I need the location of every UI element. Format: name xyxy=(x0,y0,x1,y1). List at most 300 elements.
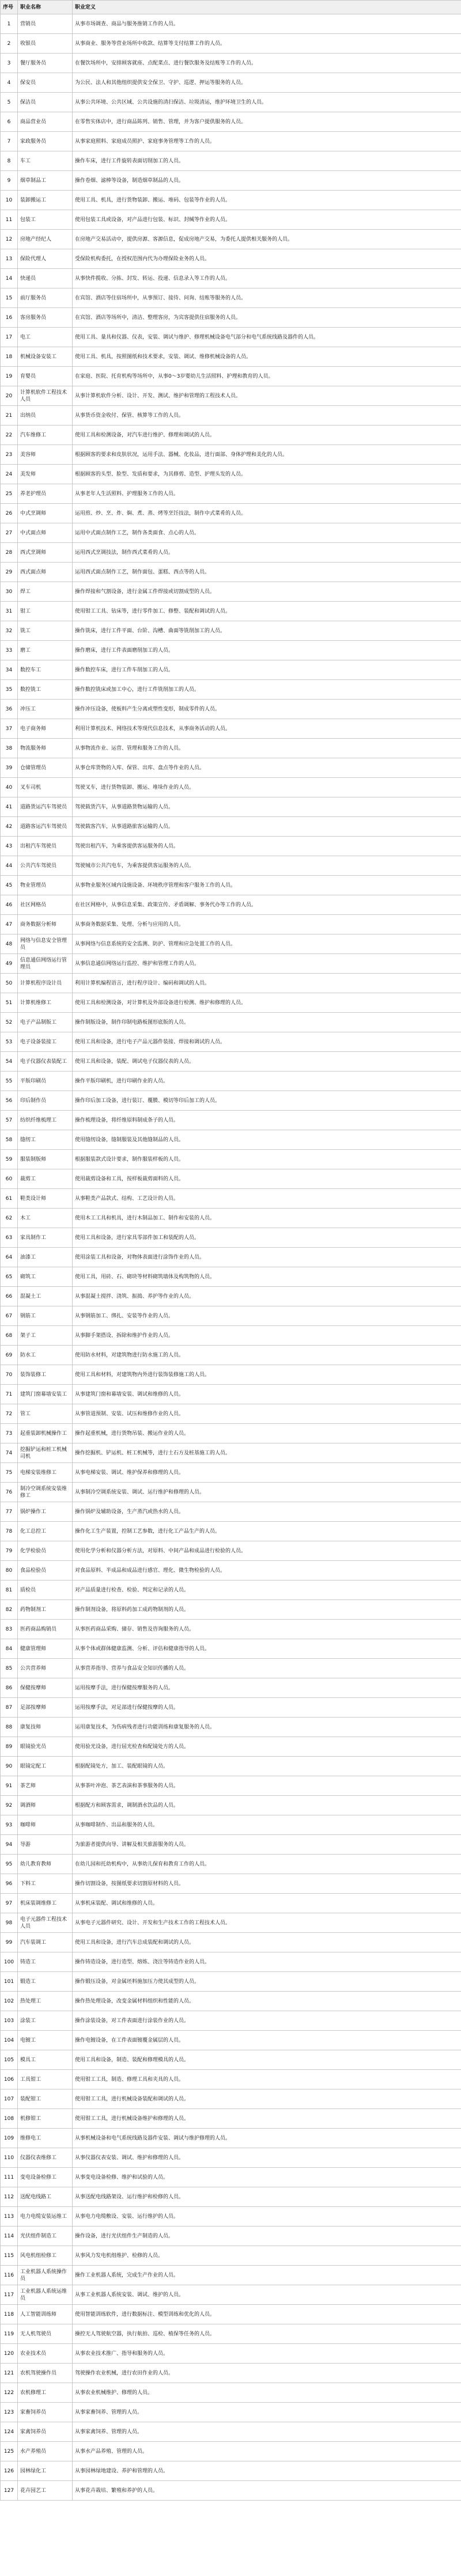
occupation-name: 房地产经纪人 xyxy=(18,230,73,249)
row-number: 127 xyxy=(1,2481,18,2501)
occupation-definition: 在家庭、医院、托育机构等场所中，从事0～3岁婴幼儿生活照料、护理和教育的人员。 xyxy=(73,367,461,386)
occupation-definition: 对食品原料、半成品和成品进行感官、理化、微生物检验的人员。 xyxy=(73,1561,461,1580)
occupation-definition: 使用工具和检测设备，对汽车进行维护、修理和调试的人员。 xyxy=(73,425,461,445)
table-row xyxy=(1,249,461,269)
table-row xyxy=(1,73,461,93)
occupation-definition: 从事园林绿地建设、养护和管理的人员。 xyxy=(73,2461,461,2481)
occupation-definition: 从事送配电线路架设、运行维护和检修的人员。 xyxy=(73,2187,461,2207)
occupation-name: 人工智能训练师 xyxy=(18,2305,73,2324)
occupation-definition: 使用钳工工具、钻床等，进行零件加工、修整、装配和调试的人员。 xyxy=(73,602,461,621)
occupation-definition: 为公民、法人和其他组织提供安全保卫、守护、巡逻、押运等服务的人员。 xyxy=(73,73,461,93)
table-row xyxy=(1,1483,461,1502)
row-number: 36 xyxy=(1,700,18,719)
occupation-definition: 操作涂装设备，对工件表面进行涂装作业的人员。 xyxy=(73,2011,461,2031)
table-row xyxy=(1,34,461,54)
table-row xyxy=(1,1189,461,1209)
row-number: 88 xyxy=(1,1718,18,1737)
table-row xyxy=(1,1737,461,1757)
table-row xyxy=(1,1287,461,1306)
occupation-name: 电子产品制版工 xyxy=(18,1013,73,1032)
occupation-name: 保健按摩师 xyxy=(18,1678,73,1698)
row-number: 87 xyxy=(1,1698,18,1718)
row-number: 112 xyxy=(1,2187,18,2207)
table-row xyxy=(1,2148,461,2168)
row-number: 61 xyxy=(1,1189,18,1209)
occupation-name: 快递员 xyxy=(18,269,73,288)
row-number: 105 xyxy=(1,2050,18,2070)
occupation-definition: 在宾馆、酒店等住宿场所中，从事预订、接待、问询、结账等服务的人员。 xyxy=(73,288,461,308)
occupation-definition: 从事电子元器件研究、设计、开发和生产技术工作的工程技术人员。 xyxy=(73,1913,461,1933)
occupation-definition: 从事物流作业、运营、管理和服务工作的人员。 xyxy=(73,739,461,758)
occupation-definition: 从事农业技术推广、指导和服务的人员。 xyxy=(73,2344,461,2364)
occupation-name: 油漆工 xyxy=(18,1248,73,1267)
occupation-definition: 从事咖啡制作、出品和服务的人员。 xyxy=(73,1815,461,1835)
occupation-name: 风电机组检修工 xyxy=(18,2246,73,2266)
row-number: 31 xyxy=(1,602,18,621)
row-number: 20 xyxy=(1,386,18,406)
row-number: 109 xyxy=(1,2129,18,2148)
table-row xyxy=(1,563,461,582)
row-number: 14 xyxy=(1,269,18,288)
table-row xyxy=(1,1346,461,1365)
occupation-name: 变电设备检修工 xyxy=(18,2168,73,2187)
row-number: 26 xyxy=(1,504,18,523)
occupation-definition: 驾驶载客汽车，从事道路旅客运输的人员。 xyxy=(73,817,461,837)
table-row xyxy=(1,2364,461,2383)
occupation-definition: 从事脚手架搭设、拆除和维护作业的人员。 xyxy=(73,1326,461,1346)
table-row xyxy=(1,288,461,308)
occupation-name: 导游 xyxy=(18,1835,73,1855)
occupation-name: 木工 xyxy=(18,1209,73,1228)
occupation-definition: 使用钳工工具，制造、修理工具和夹具的人员。 xyxy=(73,2070,461,2089)
table-row xyxy=(1,2187,461,2207)
occupation-definition: 使用钳工工具，进行机械设备维护和修理的人员。 xyxy=(73,2109,461,2129)
occupation-definition: 使用工具、量具和仪器、仪表，安装、调试与维护、修理机械设备电气部分和电气系统线路及器件的人员。 xyxy=(73,328,461,347)
table-row xyxy=(1,171,461,191)
row-number: 66 xyxy=(1,1287,18,1306)
row-number: 71 xyxy=(1,1385,18,1404)
row-number: 55 xyxy=(1,1072,18,1091)
occupation-name: 化学检验员 xyxy=(18,1541,73,1561)
occupation-name: 物业管理员 xyxy=(18,876,73,895)
occupation-name: 计算机维修工 xyxy=(18,993,73,1013)
occupation-definition: 从事货币资金收付、保管、核算等工作的人员。 xyxy=(73,406,461,425)
table-row xyxy=(1,700,461,719)
row-number: 68 xyxy=(1,1326,18,1346)
table-row xyxy=(1,1169,461,1189)
occupation-definition: 驾驶城市公共汽电车，为乘客提供客运服务的人员。 xyxy=(73,856,461,876)
occupation-name: 纺织纤维梳理工 xyxy=(18,1111,73,1130)
table-row xyxy=(1,1541,461,1561)
table-row xyxy=(1,2481,461,2501)
row-number: 57 xyxy=(1,1111,18,1130)
row-number: 39 xyxy=(1,758,18,778)
row-number: 18 xyxy=(1,347,18,367)
table-row xyxy=(1,1424,461,1443)
occupation-definition: 从事商业、服务等营业场所中收款、结算等支付结算工作的人员。 xyxy=(73,34,461,54)
row-number: 50 xyxy=(1,974,18,993)
row-number: 28 xyxy=(1,543,18,563)
occupation-definition: 从事市场调查、商品与服务推销工作的人员。 xyxy=(73,14,461,34)
occupation-definition: 受保险机构委托，在授权范围内代为办理保险业务的人员。 xyxy=(73,249,461,269)
table-row xyxy=(1,2168,461,2187)
row-number: 51 xyxy=(1,993,18,1013)
occupation-name: 电子仪器仪表装配工 xyxy=(18,1052,73,1072)
occupation-definition: 在宾馆、酒店等场所中，清洁、整理客房，为宾客提供住宿服务的人员。 xyxy=(73,308,461,328)
occupation-definition: 使用工具和设备，制造、装配和修理模具的人员。 xyxy=(73,2050,461,2070)
occupation-definition: 操作锻压设备，对金属坯料施加压力使其成型的人员。 xyxy=(73,1972,461,1992)
table-row xyxy=(1,1561,461,1580)
table-row xyxy=(1,132,461,151)
occupation-definition: 操作铣床，进行工件平面、台阶、沟槽、曲面等铣削加工的人员。 xyxy=(73,621,461,641)
row-number: 49 xyxy=(1,954,18,974)
row-number: 74 xyxy=(1,1443,18,1463)
occupation-definition: 为旅游者提供向导、讲解及相关旅游服务的人员。 xyxy=(73,1835,461,1855)
occupation-name: 服装制版师 xyxy=(18,1150,73,1169)
occupation-name: 健康管理师 xyxy=(18,1639,73,1659)
occupation-definition: 从事仓库货物的入库、保管、出库、盘点等作业的人员。 xyxy=(73,758,461,778)
occupation-definition: 从事老年人生活照料、护理服务工作的人员。 xyxy=(73,484,461,504)
occupation-name: 仓储管理员 xyxy=(18,758,73,778)
occupation-name: 保险代理人 xyxy=(18,249,73,269)
row-number: 69 xyxy=(1,1346,18,1365)
table-row xyxy=(1,621,461,641)
row-number: 6 xyxy=(1,112,18,132)
occupation-name: 锅炉操作工 xyxy=(18,1502,73,1522)
table-row xyxy=(1,230,461,249)
occupation-name: 医药商品购销员 xyxy=(18,1620,73,1639)
table-row xyxy=(1,445,461,465)
occupation-name: 公共汽车驾驶员 xyxy=(18,856,73,876)
occupation-name: 公共营养师 xyxy=(18,1659,73,1678)
occupation-definition: 根据顾客的头型、脸型、发质和要求，为其修剪、造型、护理头发的人员。 xyxy=(73,465,461,484)
occupation-name: 维修电工 xyxy=(18,2129,73,2148)
table-row xyxy=(1,1365,461,1385)
row-number: 24 xyxy=(1,465,18,484)
row-number: 78 xyxy=(1,1522,18,1541)
occupation-name: 家具制作工 xyxy=(18,1228,73,1248)
occupation-name: 电梯安装维修工 xyxy=(18,1463,73,1483)
occupation-name: 养老护理员 xyxy=(18,484,73,504)
occupation-name: 农业技术员 xyxy=(18,2344,73,2364)
occupation-definition: 操作制版设备，制作印制电路板图形底版的人员。 xyxy=(73,1013,461,1032)
occupation-name: 物流服务师 xyxy=(18,739,73,758)
table-row xyxy=(1,1306,461,1326)
occupation-definition: 操作磨床，进行工件表面磨削加工的人员。 xyxy=(73,641,461,660)
occupation-name: 钳工 xyxy=(18,602,73,621)
row-number: 25 xyxy=(1,484,18,504)
table-row xyxy=(1,1620,461,1639)
occupation-name: 电子商务师 xyxy=(18,719,73,739)
occupation-definition: 操作冲压设备，使板料产生分离或塑性变形，制成零件的人员。 xyxy=(73,700,461,719)
occupation-name: 西式面点师 xyxy=(18,563,73,582)
occupation-name: 电工 xyxy=(18,328,73,347)
occupation-definition: 运用西式面点制作工艺，制作面包、蛋糕、西点等的人员。 xyxy=(73,563,461,582)
occupation-name: 汽车维修工 xyxy=(18,425,73,445)
occupation-name: 热处理工 xyxy=(18,1992,73,2011)
row-number: 65 xyxy=(1,1267,18,1287)
occupation-name: 仪器仪表维修工 xyxy=(18,2148,73,2168)
row-number: 84 xyxy=(1,1639,18,1659)
occupation-definition: 运用康复技术，为伤病残者进行功能训练和康复服务的人员。 xyxy=(73,1718,461,1737)
table-row xyxy=(1,1992,461,2011)
occupation-name: 电子设备装接工 xyxy=(18,1032,73,1052)
occupation-definition: 操作锅炉及辅助设备，生产蒸汽或热水的人员。 xyxy=(73,1502,461,1522)
row-number: 94 xyxy=(1,1835,18,1855)
occupation-name: 烟草制品工 xyxy=(18,171,73,191)
row-number: 124 xyxy=(1,2422,18,2442)
table-row xyxy=(1,1952,461,1972)
table-row xyxy=(1,1013,461,1032)
row-number: 47 xyxy=(1,915,18,934)
occupation-name: 电子元器件工程技术人员 xyxy=(18,1913,73,1933)
occupation-name: 工业机器人系统操作员 xyxy=(18,2266,73,2285)
row-number: 108 xyxy=(1,2109,18,2129)
row-number: 48 xyxy=(1,934,18,954)
row-number: 113 xyxy=(1,2207,18,2227)
table-row xyxy=(1,2070,461,2089)
occupation-name: 焊工 xyxy=(18,582,73,602)
table-row xyxy=(1,1522,461,1541)
occupation-definition: 驾驶操作农业机械，进行农田作业的人员。 xyxy=(73,2364,461,2383)
table-row xyxy=(1,1463,461,1483)
row-number: 62 xyxy=(1,1209,18,1228)
occupation-definition: 在幼儿园和托幼机构中，从事幼儿保育和教育工作的人员。 xyxy=(73,1855,461,1874)
table-row xyxy=(1,1815,461,1835)
occupation-definition: 使用缝纫设备，缝制服装及其他缝制品的人员。 xyxy=(73,1130,461,1150)
row-number: 29 xyxy=(1,563,18,582)
row-number: 7 xyxy=(1,132,18,151)
row-number: 3 xyxy=(1,54,18,73)
occupation-definition: 操作热处理设备，改变金属材料组织和性能的人员。 xyxy=(73,1992,461,2011)
table-row xyxy=(1,2403,461,2422)
occupation-name: 幼儿教育教师 xyxy=(18,1855,73,1874)
occupation-name: 出租汽车驾驶员 xyxy=(18,837,73,856)
row-number: 23 xyxy=(1,445,18,465)
row-number: 120 xyxy=(1,2344,18,2364)
table-row xyxy=(1,386,461,406)
table-row xyxy=(1,93,461,112)
table-row xyxy=(1,1933,461,1952)
table-row xyxy=(1,2031,461,2050)
occupation-name: 制冷空调系统安装维修工 xyxy=(18,1483,73,1502)
table-row xyxy=(1,543,461,563)
table-row xyxy=(1,2422,461,2442)
row-number: 95 xyxy=(1,1855,18,1874)
row-number: 115 xyxy=(1,2246,18,2266)
occupation-name: 包装工 xyxy=(18,210,73,230)
occupation-name: 茶艺师 xyxy=(18,1776,73,1796)
table-row xyxy=(1,895,461,915)
table-row xyxy=(1,1874,461,1894)
table-row xyxy=(1,1502,461,1522)
table-row xyxy=(1,1913,461,1933)
row-number: 59 xyxy=(1,1150,18,1169)
occupation-name: 餐厅服务员 xyxy=(18,54,73,73)
occupation-definition: 操作数控车床，进行工件车削加工的人员。 xyxy=(73,660,461,680)
table-row xyxy=(1,328,461,347)
occupation-name: 建筑门窗幕墙安装工 xyxy=(18,1385,73,1404)
table-row xyxy=(1,54,461,73)
table-row xyxy=(1,1776,461,1796)
row-number: 118 xyxy=(1,2305,18,2324)
occupation-name: 保洁员 xyxy=(18,93,73,112)
row-number: 82 xyxy=(1,1600,18,1620)
occupation-name: 送配电线路工 xyxy=(18,2187,73,2207)
table-row xyxy=(1,1072,461,1091)
row-number: 12 xyxy=(1,230,18,249)
occupation-definition: 操作起重机械，进行货物吊装、搬运作业的人员。 xyxy=(73,1424,461,1443)
row-number: 114 xyxy=(1,2227,18,2246)
occupation-definition: 从事花卉栽培、繁殖和养护的人员。 xyxy=(73,2481,461,2501)
row-number: 72 xyxy=(1,1404,18,1424)
table-row xyxy=(1,993,461,1013)
row-number: 107 xyxy=(1,2089,18,2109)
occupation-name: 出纳员 xyxy=(18,406,73,425)
occupation-name: 家禽饲养员 xyxy=(18,2422,73,2442)
table-row xyxy=(1,1855,461,1874)
table-row xyxy=(1,112,461,132)
row-number: 9 xyxy=(1,171,18,191)
row-number: 63 xyxy=(1,1228,18,1248)
table-row xyxy=(1,1972,461,1992)
occupation-definition: 从事管道预制、安装、试压和维修作业的人员。 xyxy=(73,1404,461,1424)
table-row xyxy=(1,1698,461,1718)
table-row xyxy=(1,308,461,328)
occupation-name: 装饰装修工 xyxy=(18,1365,73,1385)
row-number: 89 xyxy=(1,1737,18,1757)
occupation-definition: 从事工业机器人系统安装、调试、维护的人员。 xyxy=(73,2285,461,2305)
table-row xyxy=(1,1228,461,1248)
table-row xyxy=(1,876,461,895)
occupation-definition: 从事家禽饲养、管理的人员。 xyxy=(73,2422,461,2442)
occupation-definition: 使用智能训练软件，进行数据标注、模型训练和优化的人员。 xyxy=(73,2305,461,2324)
row-number: 77 xyxy=(1,1502,18,1522)
row-number: 102 xyxy=(1,1992,18,2011)
occupation-definition: 操作卷烟、滤棒等设备，制造烟草制品的人员。 xyxy=(73,171,461,191)
occupation-name: 铸造工 xyxy=(18,1952,73,1972)
table-row xyxy=(1,484,461,504)
occupation-definition: 从事家庭照料、家庭成员照护、家庭事务管理等工作的人员。 xyxy=(73,132,461,151)
row-number: 64 xyxy=(1,1248,18,1267)
occupation-name: 挖掘铲运和桩工机械司机 xyxy=(18,1443,73,1463)
row-number: 11 xyxy=(1,210,18,230)
occupation-definition: 从事个体或群体健康监测、分析、评估和健康指导的人员。 xyxy=(73,1639,461,1659)
occupation-definition: 根据顾客的要求和皮肤状况，运用手法、器械、化妆品，进行面部、身体护理和美化的人员。 xyxy=(73,445,461,465)
table-row xyxy=(1,1443,461,1463)
occupation-name: 防水工 xyxy=(18,1346,73,1365)
occupation-name: 农机修理工 xyxy=(18,2383,73,2403)
table-row xyxy=(1,602,461,621)
occupation-definition: 从事快件揽收、分拣、封发、转运、投递、信息录入等工作的人员。 xyxy=(73,269,461,288)
table-row xyxy=(1,1718,461,1737)
occupation-definition: 在房地产交易活动中，提供房源、客源信息，促成房地产交易，为委托人提供相关服务的人员。 xyxy=(73,230,461,249)
row-number: 45 xyxy=(1,876,18,895)
occupation-name: 数控车工 xyxy=(18,660,73,680)
table-row xyxy=(1,1032,461,1052)
row-number: 15 xyxy=(1,288,18,308)
occupation-definition: 在零售实体店中，进行商品陈列、销售、管理，并为客户提供服务的人员。 xyxy=(73,112,461,132)
table-row xyxy=(1,641,461,660)
row-number: 4 xyxy=(1,73,18,93)
occupation-name: 汽车装调工 xyxy=(18,1933,73,1952)
table-row xyxy=(1,1130,461,1150)
occupation-definition: 从事信息通信网络运行监控、维护和管理工作的人员。 xyxy=(73,954,461,974)
row-number: 40 xyxy=(1,778,18,797)
row-number: 52 xyxy=(1,1013,18,1032)
occupation-name: 车工 xyxy=(18,151,73,171)
table-row xyxy=(1,2246,461,2266)
occupation-definition: 使用工具和检测设备，对计算机及外部设备进行检测、维护和修理的人员。 xyxy=(73,993,461,1013)
row-number: 1 xyxy=(1,14,18,34)
occupation-definition: 从事茶叶冲泡、茶艺表演和茶事服务的人员。 xyxy=(73,1776,461,1796)
row-number: 17 xyxy=(1,328,18,347)
occupation-name: 鞋类设计师 xyxy=(18,1189,73,1209)
occupation-definition: 在餐饮场所中，安排顾客就座、点配菜点、进行餐饮服务及结账等工作的人员。 xyxy=(73,54,461,73)
occupation-name: 收银员 xyxy=(18,34,73,54)
row-number: 19 xyxy=(1,367,18,386)
row-number: 43 xyxy=(1,837,18,856)
occupation-definition: 操作化工生产装置，控制工艺参数，进行化工产品生产的人员。 xyxy=(73,1522,461,1541)
table-row xyxy=(1,915,461,934)
occupation-definition: 操作梳理设备，将纤维原料制成条子的人员。 xyxy=(73,1111,461,1130)
row-number: 123 xyxy=(1,2403,18,2422)
table-row xyxy=(1,934,461,954)
occupation-definition: 运用按摩手法，对足部进行保健按摩的人员。 xyxy=(73,1698,461,1718)
row-number: 35 xyxy=(1,680,18,700)
occupation-definition: 使用工具、机具，按照图纸和技术要求，安装、调试、维修机械设备的人员。 xyxy=(73,347,461,367)
occupation-definition: 从事鞋类产品款式、结构、工艺设计的人员。 xyxy=(73,1189,461,1209)
table-row xyxy=(1,2285,461,2305)
table-row xyxy=(1,347,461,367)
occupation-name: 营销员 xyxy=(18,14,73,34)
table-row xyxy=(1,191,461,210)
table-row xyxy=(1,1150,461,1169)
table-row xyxy=(1,367,461,386)
row-number: 41 xyxy=(1,797,18,817)
table-row xyxy=(1,2227,461,2246)
row-number: 96 xyxy=(1,1874,18,1894)
row-number: 99 xyxy=(1,1933,18,1952)
occupation-definition: 从事制冷空调系统安装、调试、运行维护和修理的人员。 xyxy=(73,1483,461,1502)
table-row xyxy=(1,1639,461,1659)
occupation-definition: 利用计算机编程语言，进行程序设计、编码和调试的人员。 xyxy=(73,974,461,993)
occupation-name: 电镀工 xyxy=(18,2031,73,2050)
occupation-definition: 操作切割设备，按图纸要求切割原材料的人员。 xyxy=(73,1874,461,1894)
occupation-name: 调酒师 xyxy=(18,1796,73,1815)
table-row xyxy=(1,974,461,993)
occupation-name: 客房服务员 xyxy=(18,308,73,328)
occupation-definition: 操作焊接和气割设备，进行金属工件焊接或切割成型的人员。 xyxy=(73,582,461,602)
table-row xyxy=(1,425,461,445)
occupation-name: 数控铣工 xyxy=(18,680,73,700)
header-no: 序号 xyxy=(1,1,18,14)
occupation-definition: 利用计算机技术、网络技术等现代信息技术，从事商务活动的人员。 xyxy=(73,719,461,739)
row-number: 70 xyxy=(1,1365,18,1385)
table-row xyxy=(1,680,461,700)
row-number: 38 xyxy=(1,739,18,758)
row-number: 90 xyxy=(1,1757,18,1776)
table-row xyxy=(1,523,461,543)
table-row xyxy=(1,14,461,34)
occupation-definition: 操作平版印刷机，进行印刷作业的人员。 xyxy=(73,1072,461,1091)
table-body xyxy=(1,14,461,2501)
row-number: 32 xyxy=(1,621,18,641)
header-name: 职业名称 xyxy=(18,1,73,14)
occupation-definition: 根据服装款式设计要求，制作服装样板的人员。 xyxy=(73,1150,461,1169)
row-number: 85 xyxy=(1,1659,18,1678)
table-row xyxy=(1,2305,461,2324)
